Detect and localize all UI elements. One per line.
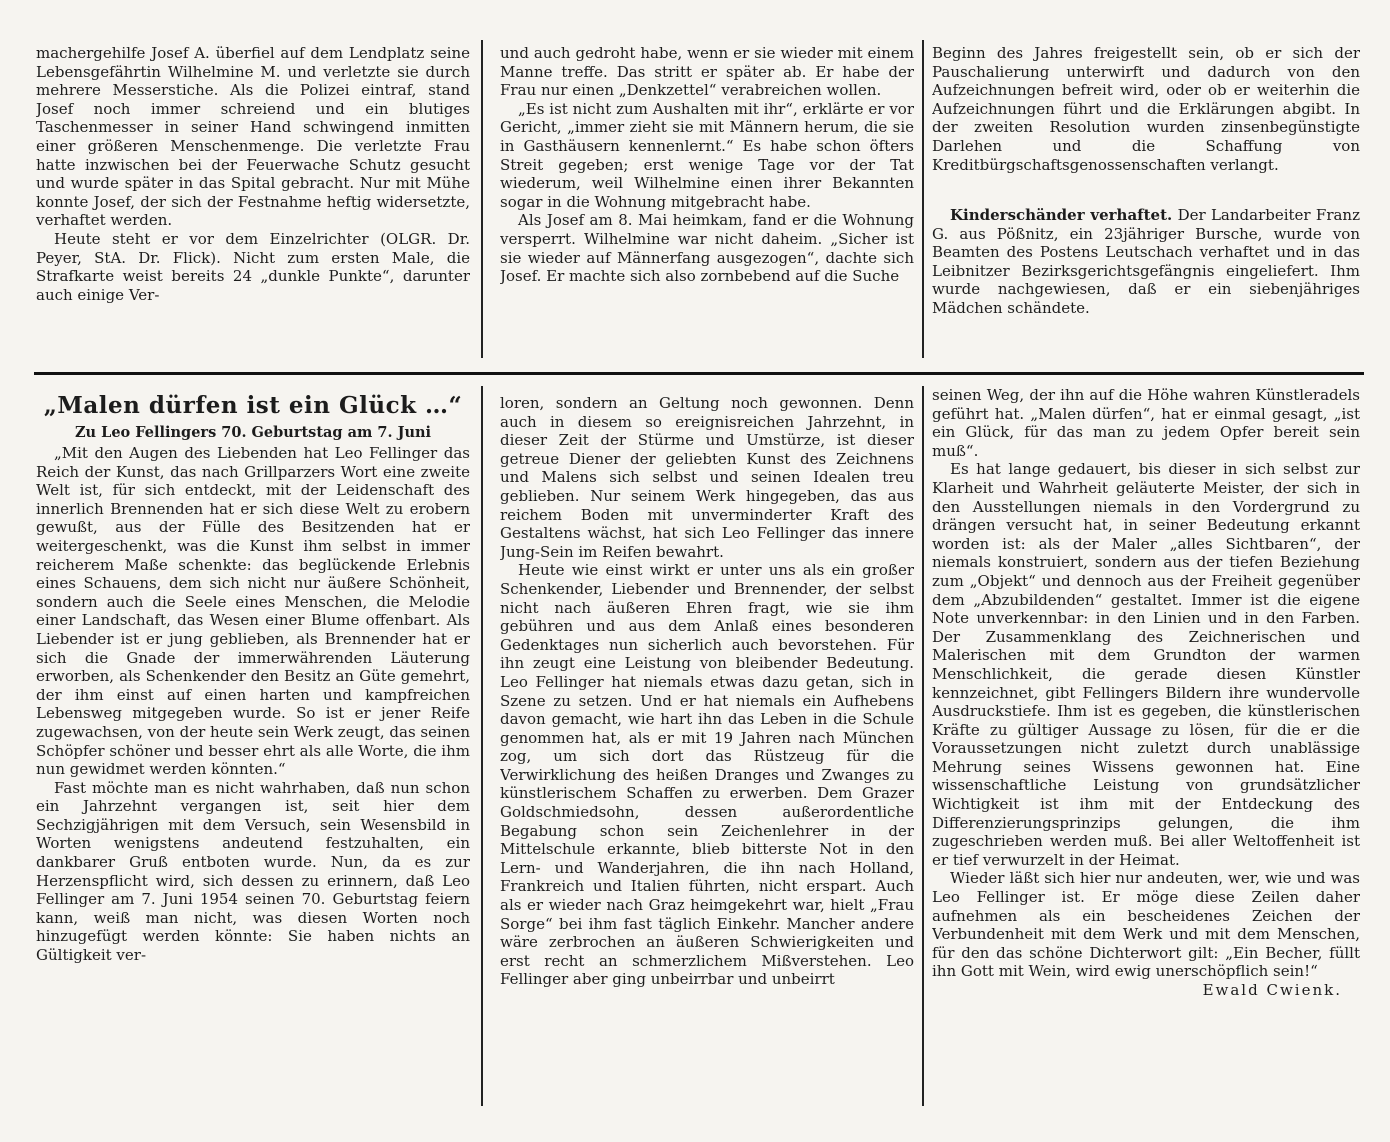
- paragraph: machergehilfe Josef A. überfiel auf dem Lendplatz seine Lebensgefährtin Wilhelmine M. und verletzte sie durch mehrere Messerstiche. Als die Polizei eintraf, stand Josef noch immer schreiend und ein blutiges Taschenmesser in seiner Hand schwingend inmitten einer größeren Menschenmenge. Die verletzte Frau hatte inzwischen bei der Feuerwache Schutz gesucht und wurde später in das Spital gebracht. Nur mit Mühe konnte Josef, der sich der Festnahme heftig widersetzte, verhaftet werden.: [36, 44, 470, 230]
- paragraph: und auch gedroht habe, wenn er sie wieder mit einem Manne treffe. Das stritt er später ab. Er habe der Frau nur einen „Denkzettel“ verabreichen wollen.: [500, 44, 914, 100]
- notice-text: Der Landarbeiter Franz G. aus Pößnitz, ein 23jähriger Bursche, wurde von Beamten des Postens Leutschach verhaftet und in das Leibnitzer Bezirksgerichtsgefängnis eingeliefert. Ihm wurde nachgewiesen, daß er ein siebenjähriges Mädchen schändete.: [932, 206, 1360, 317]
- paragraph: Wieder läßt sich hier nur andeuten, wer, wie und was Leo Fellinger ist. Er möge diese Zeilen daher aufnehmen als ein bescheidenes Zeichen der Verbundenheit mit dem Werk und mit dem Menschen, für den das schöne Dichterwort gilt: „Ein Becher, füllt ihn Gott mit Wein, wird ewig unerschöpflich sein!“: [932, 869, 1360, 981]
- paragraph: Es hat lange gedauert, bis dieser in sich selbst zur Klarheit und Wahrheit geläuterte Meister, der sich in den Ausstellungen niemals in den Vordergrund zu drängen versucht hat, in seiner Bedeutung erkannt worden ist: als der Maler „alles Sichtbaren“, der niemals konstruiert, sondern aus der tiefen Beziehung zum „Objekt“ und dennoch aus der Freiheit gegenüber dem „Abzubildenden“ gestaltet. Immer ist die eigene Note unverkennbar: in den Linien und in den Farben. Der Zusammenklang des Zeichnerischen und Malerischen mit dem Grundton der warmen Menschlichkeit, die gerade diesen Künstler kennzeichnet, gibt Fellingers Bildern ihre wundervolle Ausdruckstiefe. Ihm ist es gegeben, die künstlerischen Kräfte zu gültiger Aussage zu lösen, für die er die Voraussetzungen nicht zuletzt durch unablässige Mehrung seines Wissens gewonnen hat. Eine wissenschaftliche Leistung von grundsätzlicher Wichtigkeit ist ihm mit der Entdeckung des Differenzierungsprinzips gelungen, die ihm zugeschrieben werden muß. Bei aller Weltoffenheit ist er tief verwurzelt in der Heimat.: [932, 460, 1360, 869]
- column-divider: [922, 40, 924, 358]
- article-column-1: [36, 392, 470, 1104]
- notice-title: Kinderschänder verhaftet.: [950, 206, 1173, 224]
- column-divider: [922, 386, 924, 1106]
- notice-kinderschaender: [932, 206, 1360, 356]
- paragraph: seinen Weg, der ihn auf die Höhe wahren Künstleradels geführt hat. „Malen dürfen“, hat er einmal gesagt, „ist ein Glück, für das man zu jedem Opfer bereit sein muß“.: [932, 386, 1360, 460]
- paragraph: „Es ist nicht zum Aushalten mit ihr“, erklärte er vor Gericht, „immer zieht sie mit Männern herum, die sie in Gasthäusern kennenlernt.“ Es habe schon öfters Streit gegeben; erst wenige Tage vor der Tat wiederum, weil Wilhelmine einen ihrer Bekannten sogar in die Wohnung mitgebracht habe.: [500, 99, 914, 211]
- paragraph: „Mit den Augen des Liebenden hat Leo Fellinger das Reich der Kunst, das nach Grillparzers Wort eine zweite Welt ist, für sich entdeckt, mit der Leidenschaft des innerlich Brennenden hat er sich diese Welt zu erobern gewußt, aus der Fülle des Besitzenden hat er weitergeschenkt, was die Kunst ihm selbst in immer reicherem Maße schenkte: das beglückende Erlebnis eines Schauens, dem sich nicht nur äußere Schönheit, sondern auch die Seele eines Menschen, die Melodie einer Landschaft, das Wesen einer Blume offenbart. Als Liebender ist er jung geblieben, als Brennender hat er sich die Gnade der immerwährenden Läuterung erworben, als Schenkender den Besitz an Güte gemehrt, der ihm einst auf einen harten und kampfreichen Lebensweg mitgegeben wurde. So ist er jener Reife zugewachsen, von der heute sein Werk zeugt, das seinen Schöpfer schöner und besser ehrt als alle Worte, die ihm nun gewidmet werden könnten.“: [36, 444, 470, 779]
- column-divider: [481, 40, 483, 358]
- paragraph: Heute wie einst wirkt er unter uns als ein großer Schenkender, Liebender und Brennender, der selbst nicht nach äußeren Ehren fragt, wie sie ihm gebühren und aus dem Anlaß eines besonderen Gedenktages nun sicherlich auch bevorstehen. Für ihn zeugt eine Leistung von bleibender Bedeutung. Leo Fellinger hat niemals etwas dazu getan, sich in Szene zu setzen. Und er hat niemals ein Aufhebens davon gemacht, wie hart ihn das Leben in die Schule genommen hat, als er mit 19 Jahren nach München zog, um sich dort das Rüstzeug für die Verwirklichung des heißen Dranges und Zwanges zu künstlerischem Schaffen zu erwerben. Dem Grazer Goldschmiedsohn, dessen außerordentliche Begabung schon sein Zeichenlehrer in der Mittelschule erkannte, blieb bitterste Not in den Lern- und Wanderjahren, die ihn nach Holland, Frankreich und Italien führten, nicht erspart. Auch als er wieder nach Graz heimgekehrt war, hielt „Frau Sorge“ bei ihm fast täglich Einkehr. Mancher andere wäre zerbrochen an äußeren Schwierigkeiten und erst recht an schmerzlichem Mißverstehen. Leo Fellinger aber ging unbeirrbar und unbeirrt: [500, 561, 914, 989]
- paragraph: Als Josef am 8. Mai heimkam, fand er die Wohnung versperrt. Wilhelmine war nicht daheim. „Sicher ist sie wieder auf Männerfang ausgezogen“, dachte sich Josef. Er machte sich also zornbebend auf die Suche: [500, 211, 914, 286]
- author-byline: Ewald Cwienk.: [1202, 981, 1342, 999]
- paragraph: Beginn des Jahres freigestellt sein, ob er sich der Pauschalierung unterwirft und dadurch von den Aufzeichnungen befreit wird, oder ob er weiterhin die Aufzeichnungen führt und die Erklärungen abgibt. In der zweiten Resolution wurden zinsenbegünstigte Darlehen und die Schaffung von Kreditbürgschaftsgenossenschaften verlangt.: [932, 44, 1360, 174]
- paragraph: loren, sondern an Geltung noch gewonnen. Denn auch in diesem so ereignisreichen Jahrzehnt, in dieser Zeit der Stürme und Umstürze, ist dieser getreue Diener der geliebten Kunst des Zeichnens und Malens sich selbst und seinen Idealen treu geblieben. Nur seinem Werk hingegeben, das aus reichem Boden mit unverminderter Kraft des Gestaltens wächst, hat sich Leo Fellinger das innere Jung-Sein im Reifen bewahrt.: [500, 394, 914, 561]
- column-divider: [481, 386, 483, 1106]
- paragraph: Heute steht er vor dem Einzelrichter (OLGR. Dr. Peyer, StA. Dr. Flick). Nicht zum ersten Male, die Strafkarte weist bereits 24 „dunkle Punkte“, darunter auch einige Ver-: [36, 229, 470, 304]
- article-column-3: [932, 386, 1360, 1098]
- section-separator: [34, 372, 1364, 375]
- article-subheadline: Zu Leo Fellingers 70. Geburtstag am 7. Juni: [74, 424, 432, 441]
- article-column-2: [500, 394, 914, 1106]
- top-column-2: [500, 44, 914, 360]
- paragraph: Fast möchte man es nicht wahrhaben, daß nun schon ein Jahrzehnt vergangen ist, seit hier dem Sechzigjährigen mit dem Versuch, sein Wesensbild in Worten wenigstens andeutend festzuhalten, ein dankbarer Gruß entboten wurde. Nun, da es zur Herzenspflicht wird, sich dessen zu erinnern, daß Leo Fellinger am 7. Juni 1954 seinen 70. Geburtstag feiern kann, weiß man nicht, was diesen Worten noch hinzugefügt werden könnte: Sie haben nichts an Gültigkeit ver-: [36, 778, 470, 965]
- article-headline: „Malen dürfen ist ein Glück …“: [43, 392, 463, 419]
- top-column-1: [36, 44, 470, 360]
- top-column-3: [932, 44, 1360, 194]
